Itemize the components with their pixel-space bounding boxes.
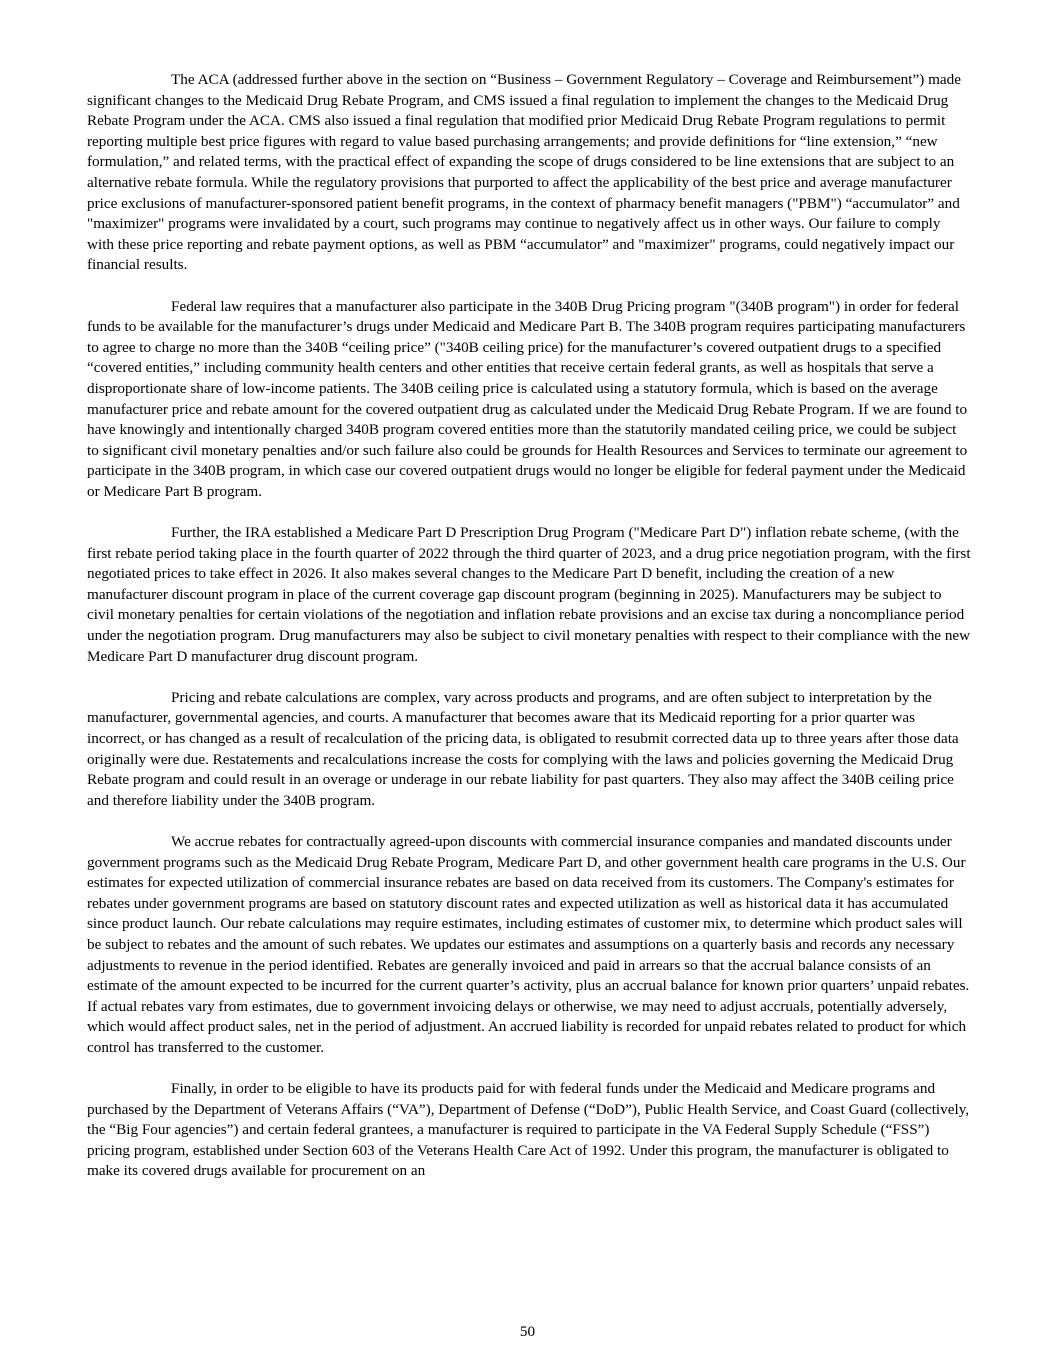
paragraph-accrue-rebates: We accrue rebates for contractually agreed-upon discounts with commercial insurance companies and mandated discounts under government programs such as the Medicaid Drug Rebate Program, Medicare Part D, and other government health care programs in the U.S. Our estimates for expected utilization of commercial insurance rebates are based on data received from its customers. The Company's estimates for rebates under government programs are based on statutory discount rates and expected utilization as well as historical data it has accumulated since product launch. Our rebate calculations may require estimates, including estimates of customer mix, to determine which product sales will be subject to rebates and the amount of such rebates. We updates our estimates and assumptions on a quarterly basis and records any necessary adjustments to revenue in the period identified. Rebates are generally invoiced and paid in arrears so that the accrual balance consists of an estimate of the amount expected to be incurred for the current quarter’s activity, plus an accrual balance for known prior quarters’ unpaid rebates. If actual rebates vary from estimates, due to government invoicing delays or otherwise, we may need to adjust accruals, potentially adversely, which would affect product sales, net in the period of adjustment. An accrued liability is recorded for unpaid rebates related to product for which control has transferred to the customer. xyxy=(87,832,970,1056)
document-body xyxy=(87,70,971,1203)
page-number: 50 xyxy=(519,1323,536,1340)
paragraph-aca-medicaid-rebate: The ACA (addressed further above in the section on “Business – Government Regulatory – Coverage and Reimbursement”) made significant changes to the Medicaid Drug Rebate Program, and CMS issued a final regulation to implement the changes to the Medicaid Drug Rebate Program under the ACA. CMS also issued a final regulation that modified prior Medicaid Drug Rebate Program regulations to permit reporting multiple best price figures with regard to value based purchasing arrangements; and provide definitions for “line extension,” “new formulation,” and related terms, with the practical effect of expanding the scope of drugs considered to be line extensions that are subject to an alternative rebate formula. While the regulatory provisions that purported to affect the applicability of the best price and average manufacturer price exclusions of manufacturer-sponsored patient benefit programs, in the context of pharmacy benefit managers ("PBM") “accumulator” and "maximizer" programs were invalidated by a court, such programs may continue to negatively affect us in other ways. Our failure to comply with these price reporting and rebate payment options, as well as PBM “accumulator” and "maximizer" programs, could negatively impact our financial results. xyxy=(87,71,961,274)
paragraph-ira-medicare-part-d: Further, the IRA established a Medicare Part D Prescription Drug Program ("Medicare Part D") inflation rebate scheme, (with the first rebate period taking place in the fourth quarter of 2022 through the third quarter of 2023, and a drug price negotiation program, with the first negotiated prices to take effect in 2026. It also makes several changes to the Medicare Part D benefit, including the creation of a new manufacturer discount program in place of the current coverage gap discount program (beginning in 2025). Manufacturers may be subject to civil monetary penalties for certain violations of the negotiation and inflation rebate provisions and an excise tax during a noncompliance period under the negotiation program. Drug manufacturers may also be subject to civil monetary penalties with respect to their compliance with the new Medicare Part D manufacturer drug discount program. xyxy=(87,524,971,665)
paragraph-340b-program: Federal law requires that a manufacturer also participate in the 340B Drug Pricing program "(340B program") in order for federal funds to be available for the manufacturer’s drugs under Medicaid and Medicare Part B. The 340B program requires participating manufacturers to agree to charge no more than the 340B “ceiling price” ("340B ceiling price) for the manufacturer’s covered outpatient drugs to a specified “covered entities,” including community health centers and other entities that receive certain federal grants, as well as hospitals that serve a disproportionate share of low-income patients. The 340B ceiling price is calculated using a statutory formula, which is based on the average manufacturer price and rebate amount for the covered outpatient drug as calculated under the Medicaid Drug Rebate Program. If we are found to have knowingly and intentionally charged 340B program covered entities more than the statutorily mandated ceiling price, we could be subject to significant civil monetary penalties and/or such failure also could be grounds for Health Resources and Services to terminate our agreement to participate in the 340B program, in which case our covered outpatient drugs would no longer be eligible for federal payment under the Medicaid or Medicare Part B program. xyxy=(87,297,968,500)
paragraph-pricing-rebate-calculations: Pricing and rebate calculations are complex, vary across products and programs, and are often subject to interpretation by the manufacturer, governmental agencies, and courts. A manufacturer that becomes aware that its Medicaid reporting for a prior quarter was incorrect, or has changed as a result of recalculation of the pricing data, is obligated to resubmit corrected data up to three years after those data originally were due. Restatements and recalculations increase the costs for complying with the laws and policies governing the Medicaid Drug Rebate program and could result in an overage or underage in our rebate liability for past quarters. They also may affect the 340B ceiling price and therefore liability under the 340B program. xyxy=(87,688,959,809)
paragraph-va-fss-pricing: Finally, in order to be eligible to have its products paid for with federal funds under the Medicaid and Medicare programs and purchased by the Department of Veterans Affairs (“VA”), Department of Defense (“DoD”), Public Health Service, and Coast Guard (collectively, the “Big Four agencies”) and certain federal grantees, a manufacturer is required to participate in the VA Federal Supply Schedule (“FSS”) pricing program, established under Section 603 of the Veterans Health Care Act of 1992. Under this program, the manufacturer is obligated to make its covered drugs available for procurement on an xyxy=(87,1080,970,1180)
